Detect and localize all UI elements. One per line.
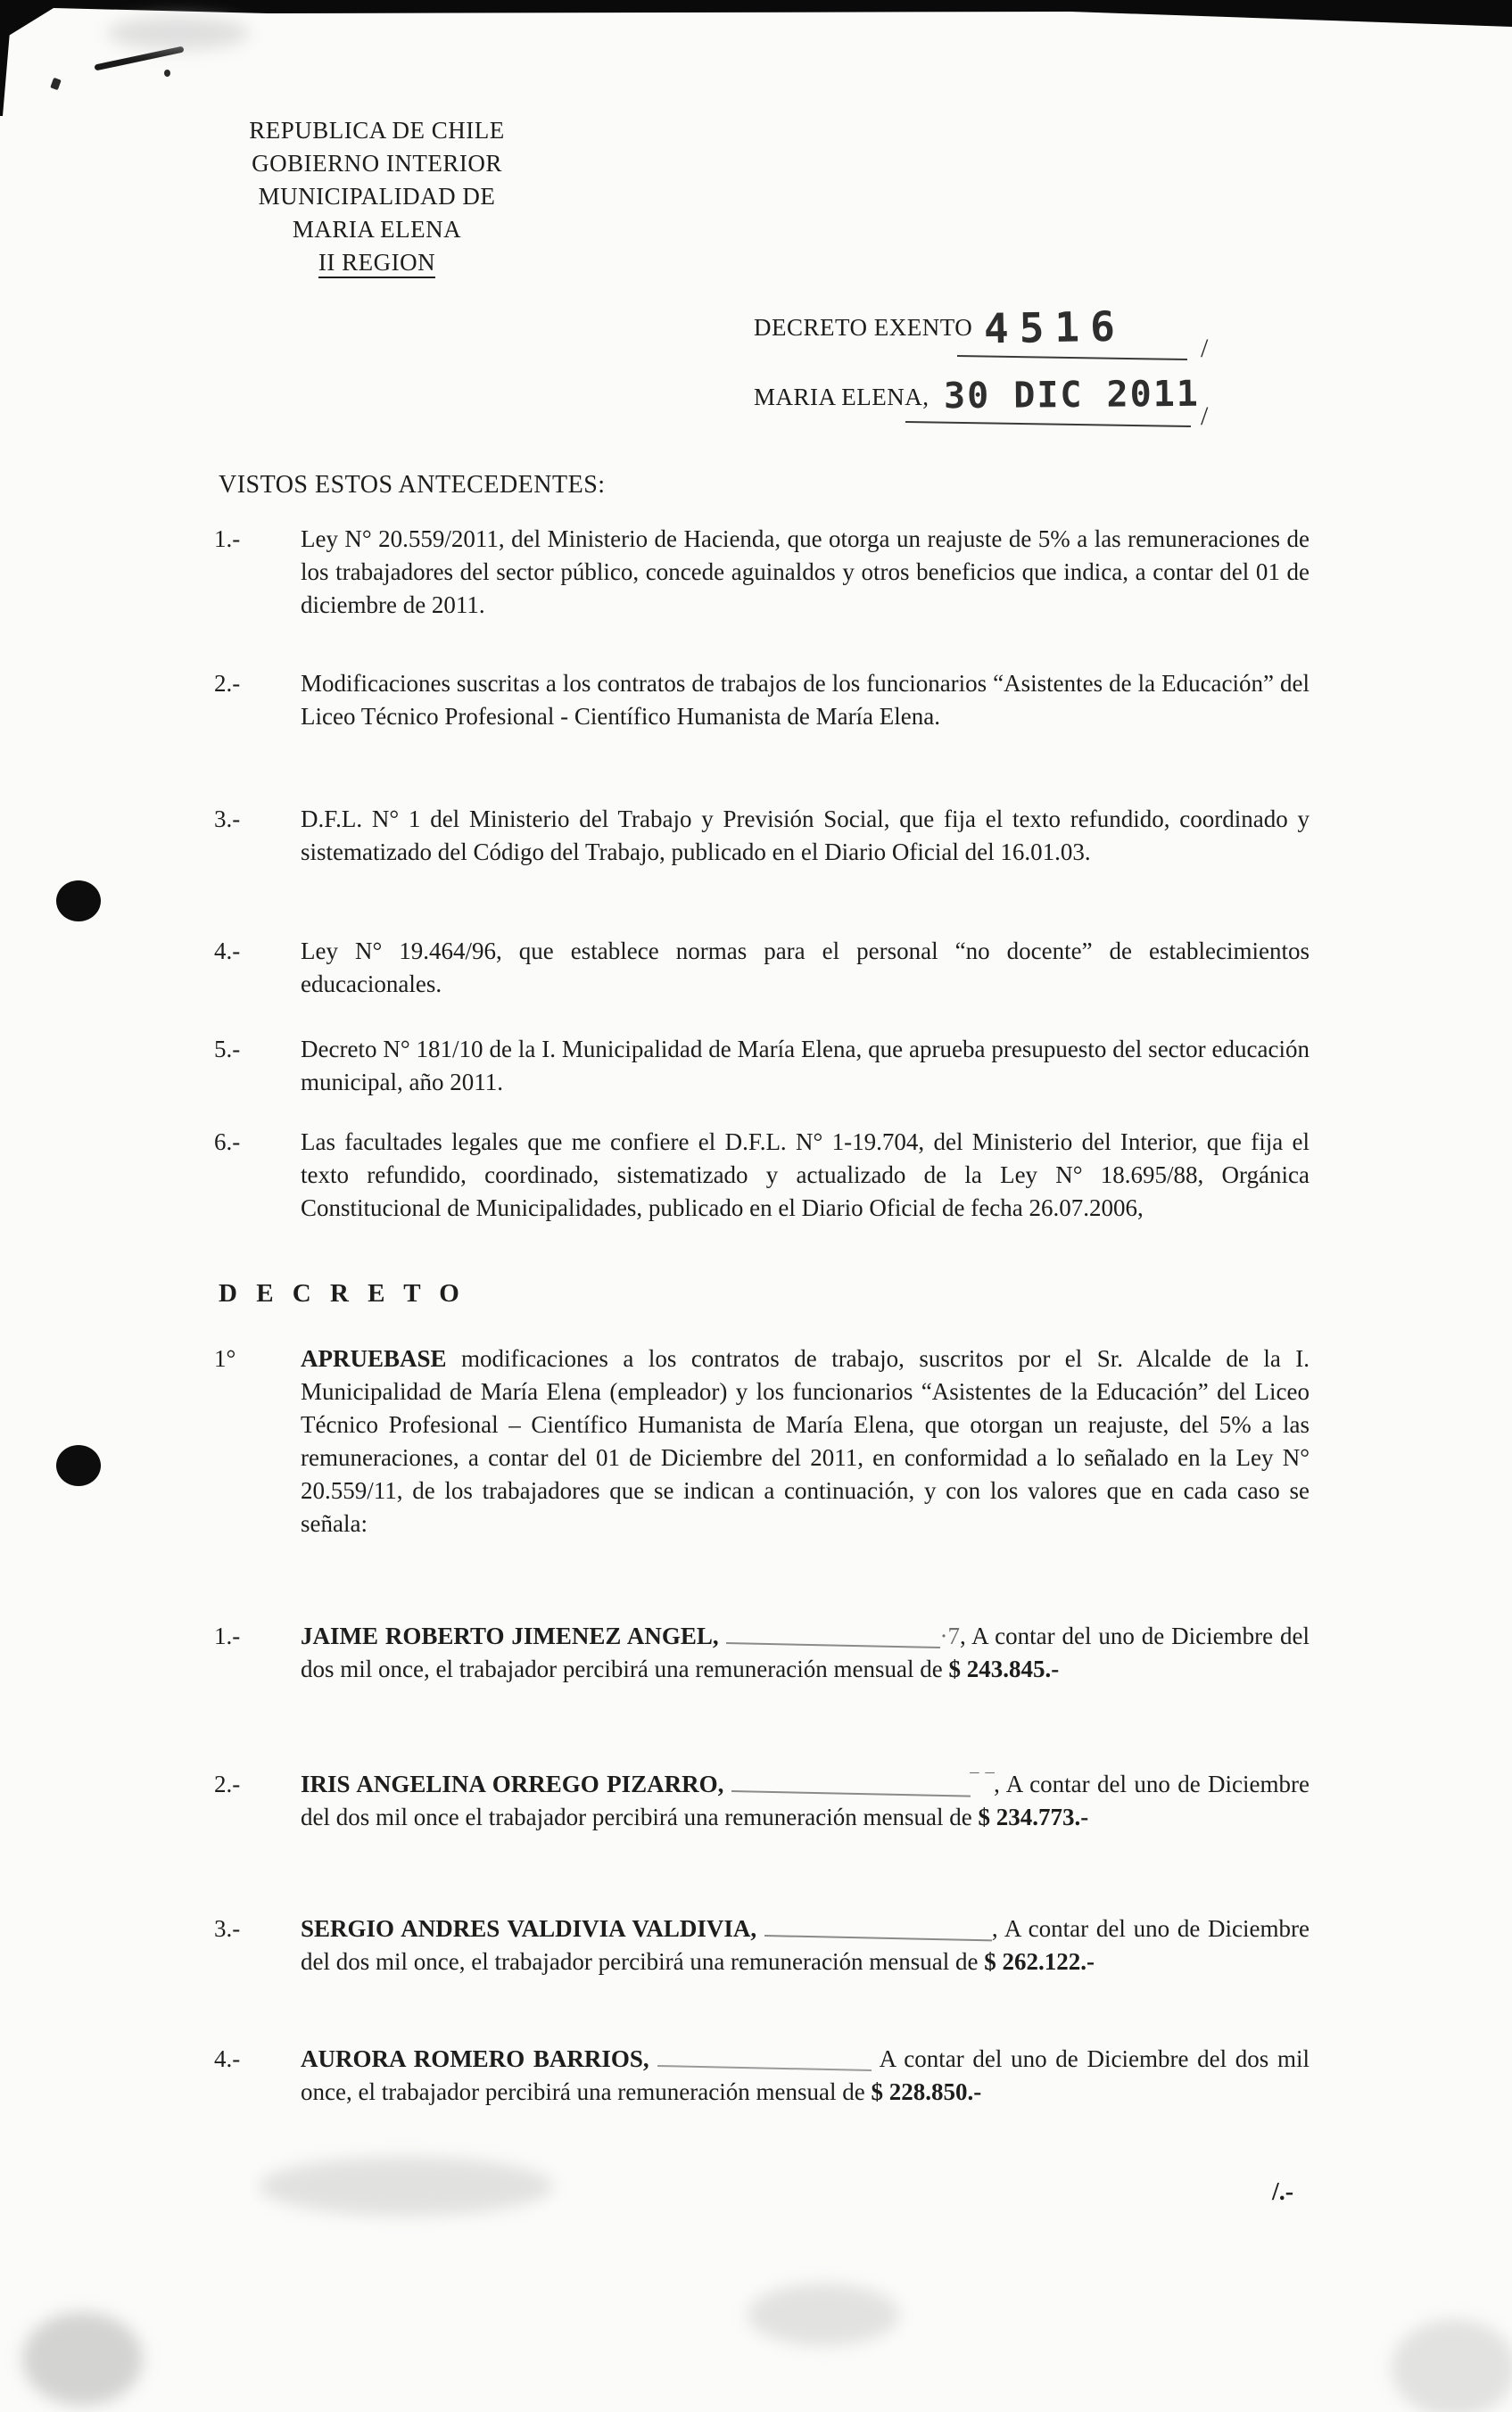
- employee-item: [214, 1912, 1310, 1978]
- decreto-item: [214, 1342, 1310, 1541]
- item-number: 1.-: [214, 525, 241, 552]
- item-number: 6.-: [214, 1128, 241, 1155]
- redaction-remnant: ·7: [939, 1623, 961, 1649]
- scan-smudge: [259, 2157, 553, 2216]
- employee-amount: $ 228.850.-: [871, 2078, 982, 2105]
- employee-name: JAIME ROBERTO JIMENEZ ANGEL,: [301, 1623, 719, 1649]
- continuation-mark: /.-: [1272, 2178, 1294, 2206]
- item-number: 3.-: [214, 1915, 241, 1942]
- employee-name: IRIS ANGELINA ORREGO PIZARRO,: [301, 1771, 724, 1797]
- decreto-heading: D E C R E T O: [219, 1279, 466, 1308]
- item-text: Las facultades legales que me confiere el D.F.L. N° 1-19.704, del Ministerio del Interior, que fija el texto refundido, coordinado, sistematizado y actualizado de la Ley N° 18.695/88, Orgánica Constitucional de Municipalidades, publicado en el Diario Oficial de fecha 26.07.2006,: [301, 1128, 1310, 1221]
- employee-body: , A contar del uno de Diciembre del dos mil once, el trabajador percibirá una remuneración mensual de: [301, 1623, 1310, 1682]
- scan-smudge: [22, 2312, 143, 2406]
- item-number: 3.-: [214, 805, 241, 832]
- redaction-line: [657, 2047, 872, 2071]
- letterhead-line: GOBIERNO INTERIOR: [252, 150, 502, 177]
- item-number: 2.-: [214, 1771, 241, 1797]
- antecedente-item: [214, 803, 1310, 869]
- slash-mark: /: [1201, 401, 1209, 431]
- letterhead-line: MUNICIPALIDAD DE: [258, 183, 496, 210]
- letterhead-line: REPUBLICA DE CHILE: [249, 117, 505, 144]
- employee-text: [301, 2043, 1310, 2109]
- decreto-lead-word: APRUEBASE: [301, 1345, 447, 1372]
- antecedente-item: [214, 1033, 1310, 1099]
- fill-in-line: [905, 421, 1191, 427]
- employee-item: [214, 2043, 1310, 2109]
- employee-body: , A contar del uno de Diciembre del dos mil once el trabajador percibirá una remuneración mensual de: [301, 1771, 1310, 1830]
- vistos-heading: VISTOS ESTOS ANTECEDENTES:: [219, 471, 606, 499]
- employee-name: SERGIO ANDRES VALDIVIA VALDIVIA,: [301, 1915, 757, 1942]
- item-text: Ley N° 20.559/2011, del Ministerio de Hacienda, que otorga un reajuste de 5% a las remuneraciones de los trabajadores del sector público, concede aguinaldos y otros beneficios que indica, a contar del 01 de diciembre de 2011.: [301, 525, 1310, 618]
- decreto-body: modificaciones a los contratos de trabajo, suscritos por el Sr. Alcalde de la I. Municipalidad de María Elena (empleador) y los funcionarios “Asistentes de la Educación” del Liceo Técnico Profesional – Científico Humanista de María Elena, que otorgan un reajuste, del 5% a las remuneraciones, a contar del 01 de Diciembre del 2011, en conformidad a lo señalado en la Ley N° 20.559/11, de los trabajadores que se indican a continuación, y con los valores que en cada caso se señala:: [301, 1345, 1310, 1537]
- redaction-line: [731, 1772, 971, 1797]
- letterhead-line: MARIA ELENA: [292, 216, 462, 243]
- item-number: 5.-: [214, 1036, 241, 1062]
- redaction-line: [764, 1917, 992, 1941]
- employee-body: A contar del uno de Diciembre del dos mil once, el trabajador percibirá una remuneración mensual de: [301, 2045, 1310, 2105]
- pen-mark: [50, 78, 62, 90]
- item-number: 2.-: [214, 670, 241, 697]
- employee-amount: $ 243.845.-: [948, 1656, 1060, 1682]
- hole-punch-dot: [56, 1445, 101, 1486]
- employee-body: , A contar del uno de Diciembre del dos mil once, el trabajador percibirá una remuneración mensual de: [301, 1915, 1310, 1975]
- item-number: 1°: [214, 1345, 236, 1372]
- employee-text: [301, 1768, 1310, 1834]
- item-text: Modificaciones suscritas a los contratos de trabajos de los funcionarios “Asistentes de la Educación” del Liceo Técnico Profesional - Científico Humanista de María Elena.: [301, 670, 1310, 730]
- fill-in-line: [957, 355, 1187, 360]
- antecedente-item: [214, 1126, 1310, 1225]
- redaction-remnant: ‾ ‾: [970, 1771, 995, 1797]
- employee-item: [214, 1620, 1310, 1686]
- antecedente-item: [214, 935, 1310, 1001]
- scan-smudge: [1392, 2319, 1512, 2412]
- slash-mark: /: [1201, 334, 1209, 363]
- decree-place-label: MARIA ELENA,: [754, 384, 930, 410]
- antecedente-item: [214, 667, 1310, 733]
- employee-text: [301, 1912, 1310, 1978]
- decree-number-label: DECRETO EXENTO: [754, 314, 973, 341]
- scan-smudge: [107, 16, 250, 50]
- item-text: Decreto N° 181/10 de la I. Municipalidad de María Elena, que aprueba presupuesto del sector educación municipal, año 2011.: [301, 1036, 1310, 1095]
- decreto-text: [301, 1342, 1310, 1541]
- hole-punch-dot: [56, 880, 101, 921]
- antecedente-item: [214, 523, 1310, 622]
- employee-text: [301, 1620, 1310, 1686]
- letterhead: [223, 114, 531, 279]
- item-number: 4.-: [214, 938, 241, 964]
- employee-amount: $ 234.773.-: [978, 1804, 1089, 1830]
- item-number: 1.-: [214, 1623, 241, 1649]
- scan-smudge: [748, 2284, 899, 2346]
- employee-item: [214, 1768, 1310, 1834]
- decree-number-stamp: 4516: [983, 302, 1127, 353]
- employee-name: AURORA ROMERO BARRIOS,: [301, 2045, 649, 2072]
- item-text: Ley N° 19.464/96, que establece normas para el personal “no docente” de establecimientos educacionales.: [301, 938, 1310, 997]
- pen-mark: [164, 70, 170, 77]
- decree-date-stamp: 30 DIC 2011: [943, 373, 1201, 417]
- redaction-line: [726, 1624, 940, 1648]
- item-number: 4.-: [214, 2045, 241, 2072]
- employee-amount: $ 262.122.-: [984, 1948, 1095, 1975]
- letterhead-region-line: II REGION: [223, 246, 531, 279]
- item-text: D.F.L. N° 1 del Ministerio del Trabajo y Previsión Social, que fija el texto refundido, coordinado y sistematizado del Código del Trabajo, publicado en el Diario Oficial del 16.01.03.: [301, 805, 1310, 865]
